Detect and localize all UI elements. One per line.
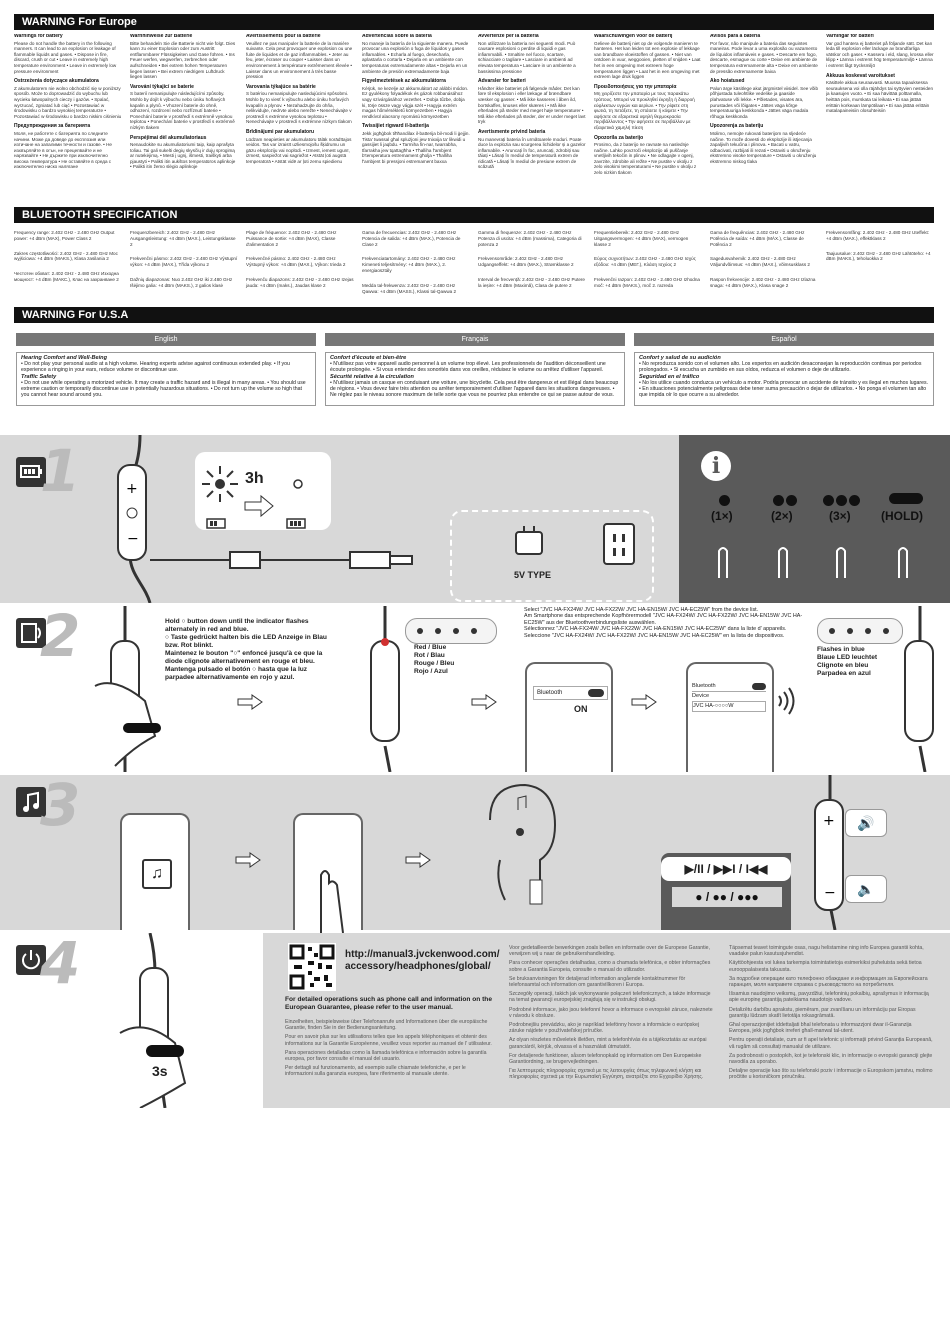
usa-warning-english	[16, 352, 316, 406]
select-device-instructions	[524, 607, 814, 639]
col-text: Por favor, não manipule a bateria das seguintes maneiras. Pode levar a uma explosão ou vazamento de líquidos inflamáveis e gases. • Descarte em fogo, descarte, esmague ou corte • Deixe em ambiente de temperatura extremamente alta • Deixe em ambiente de pressão extremamente baixa	[710, 40, 818, 74]
col-heading: Figyelmeztetések az akkumulátorra	[362, 78, 446, 85]
col-heading: Waarschuwingen voor de batterij	[594, 34, 673, 39]
warning-text: • Do not use while operating a motorized vehicle. It may create a traffic hazard and is illegal in many areas. • You should use extreme caution or temporarily discontinue use in potentially hazardous situations. • Do not turn up the volume so high that you cannot hear sound around you.	[21, 379, 306, 399]
usa-warning-spanish	[634, 352, 934, 406]
bt-spec-text: Frekvenčni razpon: 2.402 GHz - 2.480 GHz Izhodna moč: +4 dBm (MAKS.), moč 2. razreda	[594, 276, 700, 288]
detail-es: Para operaciones detalladas como la llamada telefónica e información sobre la garantía europea, por favor consulte el manual del usuario.	[285, 1049, 487, 1063]
col-heading: Akkuua koskevat varoitukset	[826, 72, 895, 79]
col-text: Jekk jogħġbok tiħħandilax il-batterija bil-modi li ġejjin. Tista' twassal għal splużjoni jew tnixxija ta' likwidi u gassijiet li jaqbdu. • Tarmiha fin-nar, twarrabha, tfarrakha jew tqattagħha • Tħalliha f'ambjent b'temperatura estremament għolja • Tħalliha f'ambjent bi pressjoni estremament baxxa	[362, 130, 470, 164]
manual-detail-col2	[509, 945, 714, 1084]
arrow-right-icon	[471, 694, 497, 710]
col-heading: Avertismente privind bateria	[478, 128, 546, 135]
led-blink-bubble	[405, 618, 497, 644]
europe-col-2	[130, 34, 238, 204]
bt-spec-text: Честотен обхват: 2.402 GHz - 2.480 GHz Изходна мощност: +4 dBm (МАКС.), Клас на захранване 2	[14, 271, 119, 282]
earphone-remote-drawing	[895, 606, 950, 772]
col-heading: Varování týkající se baterie	[130, 83, 194, 90]
bt-col-5	[478, 230, 586, 303]
col-heading: Προειδοποιήσεις για την μπαταρία	[594, 83, 677, 90]
phone-music-tap	[293, 813, 363, 930]
detail-text: За подробни операции като телефонно обаждане и информация за Европейската гаранция, моля направете справка с ръководството на потребителя.	[729, 975, 928, 989]
col-heading: Warnhinweise zur Batterie	[130, 34, 193, 39]
manual-detail-col3	[729, 945, 934, 1084]
bt-spec-text: Frekvenciatartomány: 2.402 GHz - 2.480 GHz Kimeneti teljesítmény: +4 dBm (MAX.), 2. energiaosztály	[362, 256, 456, 273]
col-heading: Varningar för batteri	[826, 34, 874, 39]
bt-col-1	[14, 230, 122, 303]
svg-text:+: +	[823, 813, 835, 829]
bluetooth-setting-row[interactable]	[692, 682, 766, 692]
charge-time: 3h	[245, 470, 264, 487]
warning-heading: Sécurité relative à la circulation	[330, 373, 414, 380]
wall-outlet-icon	[602, 522, 638, 568]
bt-spec-text: Gama de frequências: 2.402 GHz - 2.480 GHz Potência de saída: +4 dBm (MÁX.), Classe de Potência 2	[710, 230, 805, 247]
europe-col-6	[594, 34, 702, 204]
detail-text: Käyttöohjeesta voi lukea tarkempia toimintatietoja esimerkiksi puheluista sekä tietoa eurooppalaisesta takuusta.	[729, 960, 922, 973]
bt-col-6	[594, 230, 702, 303]
bluetooth-toggle[interactable]	[752, 683, 766, 690]
bt-spec-text: Plage de fréquence: 2.402 GHz - 2.480 GHz Puissance de sortie: +4 dBm (MAX), Classe d'alimentation 2	[246, 230, 337, 247]
hand-holding-remote	[85, 606, 175, 772]
device-label: Device	[692, 693, 710, 699]
step-number: 1	[40, 437, 81, 505]
flash-en: Flashes in blue	[817, 646, 865, 653]
playback-press-pattern: ● / ●● / ●●●	[672, 887, 782, 907]
select-fr: Sélectionnez "JVC HA-FX24W/ JVC HA-FX22W/ JVC HA-EN15W/ JVC HA-EC25W" dans la liste d' appareils.	[524, 626, 787, 633]
col-text: No maneje la batería de la siguiente manera. Puede provocar una explosión o fuga de líquidos y gases inflamables. • Echarla al fuego, desecharla, aplastarla o cortarla • Dejarla en un ambiente con temperaturas extremadamente altas • Dejarla en un ambiente de presión extremadamente baja	[362, 40, 469, 74]
bt-col-3	[246, 230, 354, 303]
warning-text: • N'utilisez jamais un casque en conduisant une voiture, une bicyclette. Cela peut être dangereux et est illégal dans beaucoup de régions. • Vous devez faire très attention ou arrêter temporairement d'utiliser l'appareil dans les situations dangereuses. • Ne réglez pas le niveau sonore maximum de telle sorte que vous ne pourriez plus entendre ce qui se passe autour de vous.	[330, 379, 619, 399]
detail-text: Podrobnejšiu prevádzku, ako je napríklad telefónny hovor a informácie o európskej záruke nájdete v používateľskej príručke.	[509, 1022, 700, 1035]
detail-it: Per dettagli sul funzionamento, ad esempio sulle chiamate telefoniche, e per le informazioni sulla garanzia europea, fare riferimento al manuale utente.	[285, 1065, 466, 1078]
color-de: Rot / Blau	[414, 652, 445, 659]
bt-spec-text: Frequency range: 2.402 GHz - 2.480 GHz Output power: +4 dBm (MAX), Power Class 2	[14, 230, 115, 241]
col-text: Gelieve de batterij niet op de volgende manieren te hanteren. Het kan leiden tot een explosie of lekkage van brandbare vloeistoffen of gassen. • Niet van ontdoen in vuur, weggooien, pletten of snijden • Laat het in een omgeving met extreem hoge temperaturen liggen • Laat het in een omgeving met extreem lage druk liggen	[594, 40, 701, 80]
warning-heading: Hearing Comfort and Well-Being	[21, 355, 107, 361]
detail-text: Täpsemat teavet toimingute osas, nagu helistamine ning info Europea garantii kohta, vaadake palun kasutusjuhendist.	[729, 945, 924, 958]
hold-bar	[889, 493, 923, 504]
info-icon: i	[701, 451, 731, 481]
bt-spec-text: Εύρος συχνοτήτων: 2.402 GHz - 2.480 GHz Ισχύς εξόδου: +4 dBm (ΜΕΓ.), Κλάση Ισχύος 2	[594, 256, 696, 268]
col-heading: Varovania týkajúce sa batérie	[246, 83, 316, 90]
manual-url-link[interactable]: http://manual3.jvckenwood.com/ accessory/headphones/global/	[345, 949, 500, 972]
europe-warnings	[14, 34, 934, 204]
hand-holding-remote	[100, 933, 220, 1108]
lang-head-french: Français	[325, 333, 625, 346]
arrow-right-icon	[235, 852, 261, 868]
warning-heading: Traffic Safety	[21, 373, 57, 380]
phone-device-list	[686, 662, 774, 772]
earphone-remote-drawing	[795, 775, 855, 930]
hold-instructions	[165, 618, 335, 682]
person-listening-drawing	[470, 780, 570, 930]
hold-text-de: ○ Taste gedrückt halten bis die LED Anzeige in Blau bzw. Rot blinkt.	[165, 634, 327, 649]
col-text: Håndter ikke batteriet på følgende måder. Det kan føre til eksplosion i eller lækage af brændbare væsker og gasser. • Må ikke kasseres i åben ild, bortskaffes, knuses eller skæres i • Må ikke efterlades på steder med meget høje temperaturer • Må ikke efterlades på steder, der er under meget lavt tryk	[478, 85, 586, 125]
music-app-icon[interactable]: ♫	[142, 859, 172, 889]
detail-text: For detaljerede funktioner, såsom telefonopkald og information om Den Europæiske Garantiordning, se brugervejledningen.	[509, 1052, 702, 1066]
bt-spec-text: Gamma di frequenze: 2.402 GHz - 2.480 GHz Potenza di uscita: +4 dBm (massima), Categoria di potenza 2	[478, 230, 582, 247]
bt-col-2	[130, 230, 238, 303]
warning-text: • Do not play your personal audio at a high volume. Hearing experts advise against continuous extended play. • If you experience a ringing in your ears, reduce volume or discontinue use.	[21, 361, 290, 374]
select-es: Seleccione "JVC HA-FX24W/ JVC HA-FX22W/ JVC HA-EN15W/ JVC HA-EC25W" en la lista de dispositivos.	[524, 632, 785, 639]
warning-text: • N'utilisez pas votre appareil audio personnel à un volume trop élevé. Les professionnels de l'audition déconseillent une écoute prolongée. • Si vous entendez des sonorités dans vos oreilles, réduisez le volume ou arrêtez d'utiliser l'appareil.	[330, 361, 606, 374]
detail-text: Detalizētu darbību aprakstu, piemēram, par zvanīšanu un informāciju par Eiropas garantiju lūdzam skatīt lietotāja rokasgrāmatā.	[729, 1006, 916, 1019]
col-heading: Warnings for battery	[14, 34, 63, 39]
svg-text:−: −	[824, 885, 836, 901]
flash-es: Parpadea en azul	[817, 670, 871, 677]
col-heading: Opozorila za baterijo	[594, 134, 644, 141]
lang-head-english: English	[16, 333, 316, 346]
press-label-3: (3×)	[829, 509, 851, 523]
detail-text: Para conhecer operações detalhadas, como a chamada telefónica, e obter informações sobre a Garantia Europeia, consulte o manual do utilizador.	[509, 960, 711, 973]
europe-col-8	[826, 34, 934, 204]
usa-title-bar: WARNING For U.S.A	[14, 307, 934, 323]
col-text: Non utilizzare la batteria nei seguenti modi. Può causare esplosioni o perdite di liquidi e gas infiammabili. • Smaltire nel fuoco, scartare, schiacciare o tagliare • Lasciare in ambienti ad elevata temperatura • Lasciare in un ambiente a bassissima pressione	[478, 40, 576, 74]
bluetooth-label: Bluetooth	[692, 683, 716, 689]
color-en: Red / Blue	[414, 644, 447, 651]
detail-text: Podrobné informace, jako jsou telefonní hovor a informace o evropské záruce, naleznete v návodu k obsluze.	[509, 1006, 713, 1019]
hold-indicator	[123, 723, 161, 733]
warning-text: • No reproduzca sonido con el volumen alto. Los expertos en audición desaconsejan la reproducción continua por periodos prolongados. • Si escucha un zumbido en sus oídos, reduzca el volumen o deje de utilizarlo.	[639, 361, 922, 374]
step-number: 2	[40, 602, 81, 670]
finger-tap-icon	[311, 853, 351, 933]
bluetooth-title-bar: BLUETOOTH SPECIFICATION	[14, 207, 934, 223]
lang-head-spanish: Español	[634, 333, 934, 346]
step-3-playback	[0, 771, 950, 930]
detail-text: Za podrobnosti o postopkih, kot je telefonski klic, in informacije o evropski garanciji glejte navodila za uporabo.	[729, 1052, 933, 1066]
bluetooth-setting-row[interactable]	[533, 686, 608, 700]
hold-duration: 3s	[152, 1063, 168, 1079]
col-heading: Ako hoiatused	[710, 78, 745, 85]
manual-panel	[263, 933, 950, 1108]
bt-spec-text: Frekvenču diapazons: 2.402 GHz - 2.480 GHz Izejas jauda: +4 dBm (maks.), Jaudas klase 2	[246, 276, 354, 288]
col-heading: Ostrzeżenia dotyczące akumulatora	[14, 78, 99, 85]
europe-col-5	[478, 34, 586, 204]
col-heading: Avertissements pour la batterie	[246, 34, 321, 39]
bluetooth-on-label: ON	[574, 704, 588, 714]
detail-fr: Pour en savoir plus sur les utilisations telles que les appels téléphoniques et obtenir des informations sur la Garantie Européenne, veuillez vous reporter au manuel de l' utilisateur.	[285, 1034, 492, 1047]
warning-text: • No los utilice cuando conduzca un vehículo a motor. Podría provocar un accidente de tránsito y es ilegal en muchos lugares. • En situaciones potencialmente peligrosas debe tener suma precaución o dejar de utilizarlos. • No ponga el volumen tan alto que impida oír lo que ocurre a su alrededor.	[639, 379, 929, 399]
manual-detail-other	[285, 1019, 495, 1081]
bt-spec-text: Frekvenčné pásmo: 2.402 GHz - 2.480 GHz Výstupný výkon: +4 dBm (MAX.), Výkon: trieda 2	[246, 256, 346, 268]
bt-spec-text: Taajuusalue: 2.402 GHz - 2.480 GHz Lähtöteho: +4 dBm (MAKS.), teholuokka 2	[826, 250, 931, 262]
col-text: Nu manevrați bateria în următoarele moduri. Poate duce la explozia sau scurgerea lichidelor și a gazelor inflamabile. • Aruncați în foc, aruncați, zdrobiți sau tăiați • Lăsați în mediul de temperatură extrem de ridicată • Lăsați în mediul de presiune extrem de scăzută	[478, 136, 586, 170]
europe-title-bar: WARNING For Europe	[14, 14, 934, 30]
col-heading: Avisos para a bateria	[710, 34, 761, 39]
adapter-box	[450, 510, 654, 602]
bt-spec-text: Raspon frekvencije: 2.402 GHz - 2.480 GHz Izlazna snaga: +4 dBm (MAX.), Klasa snage 2	[710, 276, 816, 288]
qr-code-icon[interactable]	[288, 943, 336, 991]
col-text: Kérjük, ne kezelje az akkumulátort az alábbi módon. Ez gyulékony folyadékok és gázok robbanásához vagy szivárgásához vezethet. • Dobja tűzbe, dobja ki, törje össze vagy vágja szét • Hagyja extrém magas hőmérsékletű környezetben • Hagyja rendkívül alacsony nyomású környezetben	[362, 85, 469, 119]
manual-detail-en: For detailed operations such as phone call and information on the European Guarantee, please refer to the user manual.	[285, 996, 492, 1011]
col-heading: Twissijiet rigward il-batterija	[362, 123, 429, 130]
col-text: Var god hantera ej batteriet på följande sätt. Det kan leda till explosion eller läckage av brandfarliga vätskor och gaser. • Kassera i eld, slang, krossa eller klipp • Lämna i extremt hög temperaturmiljö • Lämna i extremt lågt trycksmiljö	[826, 40, 934, 68]
bt-spec-text: Frekvensomfång: 2.402 GHz - 2.480 GHz Uteffekt: +4 dBm (MAX.), effektklass 2	[826, 230, 930, 241]
press-label-2: (2×)	[771, 509, 793, 523]
col-text: Z akumulatorem nie wolno obchodzić się w poniższy sposób. Może to doprowadzić do wybuchu lub wycieku łatwopalnych cieczy i gazów. • Spalać, wyrzucać, zgniatać lub ciąć • Pozostawiać w środowisku o bardzo wysokiej temperaturze • Pozostawiać w środowisku o bardzo niskim ciśnieniu	[14, 85, 122, 119]
col-text: Μη χειρίζεστε την μπαταρία με τους παρακάτω τρόπους. Μπορεί να προκληθεί έκρηξη ή διαρροή εύφλεκτων υγρών και αερίων. • Την ρίψετε στη φωτιά, τη πετάξετε, τη σπάσετε ή κόψετε • Την αφήσετε σε εξαιρετικά υψηλή θερμοκρασία περιβάλλοντος • Την αφήσετε σε περιβάλλον με εξαιρετικά χαμηλή πίεση	[594, 91, 695, 130]
col-text: S baterií nemanipulujte následujícími způsoby. Mohlo by dojít k výbuchu nebo úniku hořlavých kapalin a plynů. • Vhození baterie do ohně, odhození, rozdrcení nebo rozříznutí baterie • Ponechání baterie v prostředí s extrémně vysokou teplotou • Ponechání baterie v prostředí s extrémně nízkým tlakem	[130, 91, 235, 130]
bluetooth-label: Bluetooth	[537, 690, 563, 696]
detail-text: Išsamius naudojimo veiksmų, pavyzdžiui, telefoninių pokalbių, aprašymus ir informaciją apie europinę garantiją pateikiama naudotojo vadove.	[729, 991, 929, 1004]
col-text: Моля, не работете с батерията по следните начини. Може да доведе до експлозия или изтичане на запалими течности и газове. • Не изхвърляйте в огън, не прецепвайте и не нарязвайте • Не държете при изключително висока температура • Не оставяйте в среда с изключително ниско налягане	[14, 130, 112, 170]
press-label-hold: (HOLD)	[881, 509, 923, 523]
step-4-power	[0, 929, 950, 1108]
europe-col-3	[246, 34, 354, 204]
device-list	[692, 682, 766, 712]
warning-heading: Confort y salud de su audición	[639, 355, 721, 361]
detail-text: Szczegóły operacji, takich jak wykonywanie połączeń telefonicznych, a także informacje na temat gwarancji europejskiej znajdują się w instrukcji obsługi.	[509, 991, 711, 1004]
bt-spec-text: Frekvenčni pásmo: 2.402 GHz - 2.480 GHz Výstupní výkon: +4 dBm (MAX.), Třída výkonu 2	[130, 256, 238, 268]
col-heading: Perspėjimai dėl akumuliatoriaus	[130, 134, 207, 141]
step-number: 4	[40, 929, 81, 997]
charge-indicator-bubble	[195, 452, 331, 530]
info-panel	[679, 435, 950, 603]
usa-warning-french	[325, 352, 625, 406]
europe-col-4	[362, 34, 470, 204]
bt-spec-text: Sagedusvahemik: 2.402 GHz - 2.480 GHz Väljundvõimsus: +4 dBm (MAX.), võimsusklass 2	[710, 256, 810, 268]
col-text: Käsittele akkua seuraavasti. Muussa tapauksessa seurauksena voi olla räjähdys tai syttyvien nesteiden ja kaasujen vuoto. • Ei saa hävittää polttamalla, heittää pois, murskata tai leikata • Ei saa jättää erittäin korkeaan lämpötilaan • Ei saa jättää erittäin matalapaineisiin olosuhteisiin	[826, 80, 933, 114]
col-text: Nenaudokite su akumuliatoriumi taip, kaip aprašyta toliau. Tai gali sukelti degių skysčių ir dujų sprogimą ar nutekėjimą. • Mesti į ugnį, išmesti, traiškyti arba pjaustyti • Palikti itin aukštos temperatūros aplinkoje • Palikti itin žemo slėgio aplinkoje	[130, 142, 236, 170]
col-text: Veuillez ne pas manipuler la batterie de la manière suivante. Cela peut provoquer une explosion ou une fuite de liquides et de gaz inflammables. • Jeter au feu, jeter, écraser ou couper • Laisser dans un environnement à température extrêmement élevée • Laisser dans un environnement à très basse pression	[246, 40, 353, 80]
bluetooth-spec	[14, 230, 934, 302]
detail-text: Se bruksanvisningen för detaljerad information angående kontaktnummer för telefonsamtal och information om garantivillkoren i Europa.	[509, 975, 686, 989]
hold-text-en: Hold ○ button down until the indicator flashes alternately in red and blue.	[165, 618, 309, 633]
hold-text-fr: Maintenez le bouton "○" enfoncé jusqu'à ce que la diode clignote alternativement en rouge et bleu.	[165, 650, 323, 665]
press-label-1: (1×)	[711, 509, 733, 523]
col-heading: Предупреждения за батерията	[14, 123, 91, 130]
device-name-item[interactable]: JVC HA-○○○○W	[692, 701, 766, 712]
led-colors	[414, 644, 454, 676]
col-text: Please do not handle the battery in the following manners. It can lead to an explosion or leakage of flammable liquids and gases. • Dispose in fire, discard, crush or cut • Leave in extremely high temperature environment • Leave in extremely low pressure environment	[14, 40, 117, 74]
detail-text: Detaljne operacije kao što su telefonski poziv i informacije o Europskom jamstvu, molimo pročitite u korisničkom priručniku.	[729, 1068, 933, 1081]
warning-heading: Seguridad en el tráfico	[639, 373, 700, 380]
finger-press-icons	[709, 533, 939, 583]
flash-de: Blaue LED leuchtet	[817, 654, 878, 661]
bt-col-8	[826, 230, 934, 303]
col-text: Lūdzam neapieties ar akumulatoru tālāk norādītajos veidos. Tas var izraisīt uzliesmojošu šķidrumu un gāzu eksploziju vai noplūdi. • Izmest, iemest ugunī, izmest, saspiežot vai sagriežot • Atstāt ļoti augstā temperatūrā • Atstāt vidē ar ļoti zemu spiedienu	[246, 136, 352, 164]
flash-fr: Clignote en bleu	[817, 662, 869, 669]
phone-music-app	[120, 813, 190, 930]
arrow-right-icon	[631, 694, 657, 710]
bluetooth-toggle[interactable]	[588, 689, 604, 697]
col-text: Palun ärge käsitlege akut järgmistel viisidel. See võib põhjustada tuleohtlike vedelike ja gaaside plahvatuse või lekke. • Põletades, visates ära, purustades või lõigates • Jättes väga kõrge temperatuuriga keskkonda • Jättes väga madala rõhuga keskkonda	[710, 85, 818, 119]
step-1-charging	[0, 435, 950, 603]
col-text: Molimo, nemojte rukovati baterijom na sljedeće načine. To može dovesti do eksplozije ili istjecanja zapaljivih tekućina i plinova. • Bacati u vatru, odbacivati, razbijati ili rezati • Ostaviti u okruženju ekstremno visoke temperature • Ostaviti u okruženju ekstremno niskog tlaka	[710, 130, 817, 164]
bt-spec-text: Gama de frecuencias: 2.402 GHz - 2.480 GHz Potencia de salida: +4 dBm (MAX.), Potencia de Clase 2	[362, 230, 461, 247]
usb-cable-icon	[150, 530, 450, 580]
select-en: Select "JVC HA-FX24W/ JVC HA-FX22W/ JVC HA-EN15W/ JVC HA-EC25W" from the device list.	[524, 607, 759, 613]
adapter-type: 5V TYPE	[514, 570, 552, 580]
bt-spec-text: Medda tal-frekwenza: 2.402 GHz - 2.480 GHz Qawwa: +4 dBm (MASS.), Klassi tal-Qawwa 2	[362, 282, 457, 294]
arrow-right-icon	[405, 852, 431, 868]
select-de: Am Smartphone das entsprechende Kopfhörermodell "JVC HA-FX24W/ JVC HA-FX22W/ JVC HA-EN15W/ JVC HA-EC25W" aus der Bluetoothverbindungsliste auswählen.	[524, 613, 803, 626]
col-heading: Upozorenja za bateriju	[710, 123, 764, 130]
signal-waves-icon	[776, 686, 796, 716]
bt-spec-text: Frequenzbereich: 2.402 GHz - 2.480 GHz Ausgangsleistung: +4 dBm (MAX.), Leistungsklasse 2	[130, 230, 236, 247]
svg-text:+: +	[126, 481, 138, 497]
col-text: Bitte behandeln Sie die Batterie nicht wie folgt. Dies kann zu einer Explosion oder zum Austritt entflammbarer Flüssigkeiten und Gase führen. • Ins Feuer werfen, wegwerfen, zerbrechen oder aufschneiden • Bei extrem hohen Temperaturen liegen lassen • Bei extrem niedrigem Luftdruck liegen lassen	[130, 40, 236, 80]
arrow-right-icon	[237, 694, 263, 710]
europe-col-7	[710, 34, 818, 204]
step-number: 3	[40, 771, 81, 839]
col-text: Prosimo, da z baterijo ne ravnate na naslednje načine. Lahko povzroči eksplozijo ali puščanje vnetljivih tekočin in plinov. • Ne odlagajte v ogenj, zavrzite, zdrobite ali režite • Ne pustite v okolju z zelo visokimi temperaturami • Ne pustite v okolju z zelo nizkim tlakom	[594, 142, 697, 176]
adapter-icon	[512, 524, 546, 558]
col-heading: Advertencias sobre la batería	[362, 34, 432, 39]
bt-spec-text: Frekvensområde: 2.402 GHz - 2.480 GHz Udgangseffekt: +4 dBm (MAX.), Strømklasse 2	[478, 256, 574, 268]
bt-col-7	[710, 230, 818, 303]
col-heading: Avvertenze per la batteria	[478, 34, 539, 39]
detail-text: Għal operazzjonijiet iddettaljati bħal telefonata u informazzjoni dwar il-Garanzija Ewropea, jekk jogħġbok irreferi għall-manwal tal-utent.	[729, 1022, 912, 1035]
hold-indicator	[146, 1045, 184, 1057]
svg-text:−: −	[127, 531, 139, 547]
detail-text: Voor gedetailleerde bewerkingen zoals bellen en informatie over de Europese Garantie, verwijzen wij u naar de gebruikershandleiding.	[509, 945, 710, 958]
playback-controls: ▶/II / ▶▶I / I◀◀	[661, 857, 791, 881]
volume-up-icon: 🔊	[845, 809, 887, 837]
step-2-pairing	[0, 602, 950, 772]
hold-text-es: Mantenga pulsado el botón ○ hasta que la luz parpadee alternativamente en rojo y azul.	[165, 666, 308, 681]
detail-text: Pentru operații detaliate, cum ar fi apel telefonic și informații privind Garanția Europeană, vă rugăm să consultați manualul de utilizare.	[729, 1037, 933, 1050]
color-fr: Rouge / Bleu	[414, 660, 455, 667]
volume-down-icon: 🔈	[845, 875, 887, 903]
blue-blink-bubble	[817, 618, 903, 644]
europe-col-1	[14, 34, 122, 204]
detail-text: Az olyan részletes műveletek illetően, mint a telefonhívás és a tájékoztatás az európai garanciáról, kérjük, olvassa el a használati útmutatót.	[509, 1037, 707, 1050]
warning-heading: Confort d'écoute et bien-être	[330, 355, 407, 361]
col-text: S batériou nemanipulujte nasledujúcimi spôsobmi. Mohlo by to viesť k výbuchu alebo úniku horľavých kvapalín a plynov. • Nezahadzujte do ohňa, nelikvidujte, nedrvte alebo nerežte • Nenechávajte v prostredí s extrémne vysokou teplotou • Nenechávajte v prostredí s extrémne nízkym tlakom	[246, 91, 352, 125]
bt-spec-text: Frequentiebereik: 2.402 GHz - 2.480 GHz Uitgangsvermogen: +4 dBm (MAX), vermogen klasse 2	[594, 230, 689, 247]
bt-spec-text: Dažnių diapazonas: Nuo 2.402 GHz iki 2.480 GHz Išėjimo galia: +4 dBm (MAKS.), 2 galios klasė	[130, 276, 233, 288]
bt-col-4	[362, 230, 470, 303]
bt-spec-text: Zakres częstotliwości: 2.402 GHz - 2.480 GHz Moc wyjściowa: +4 dBm (MAKS.), Klasa zasilania 2	[14, 250, 118, 262]
col-heading: Advarsler for batteri	[478, 78, 526, 85]
col-heading: Brīdinājumi par akumulatoru	[246, 128, 315, 135]
flash-blue-labels	[817, 646, 877, 678]
color-es: Rojo / Azul	[414, 668, 448, 675]
bt-spec-text: Interval de frecvență: 2.402 GHz - 2.480 GHz Putere la ieșire: +4 dBm (Maximă), Clasa de putere 2	[478, 276, 585, 288]
phone-bluetooth-on	[525, 662, 613, 772]
detail-text: Για λεπτομερείς πληροφορίες σχετικά με τις λειτουργίες όπως τηλεφωνική κλήση και πληροφορίες σχετικά με την Ευρωπαϊκή Εγγύηση, ανατρέξτε στο Εγχειρίδιο Χρήσης.	[509, 1068, 704, 1081]
detail-de: Einzelheiten, beispielsweise über Telefonanrufe und Informationen über die europäische Garantie, finden Sie in der Bedienungsanleitung.	[285, 1019, 488, 1032]
